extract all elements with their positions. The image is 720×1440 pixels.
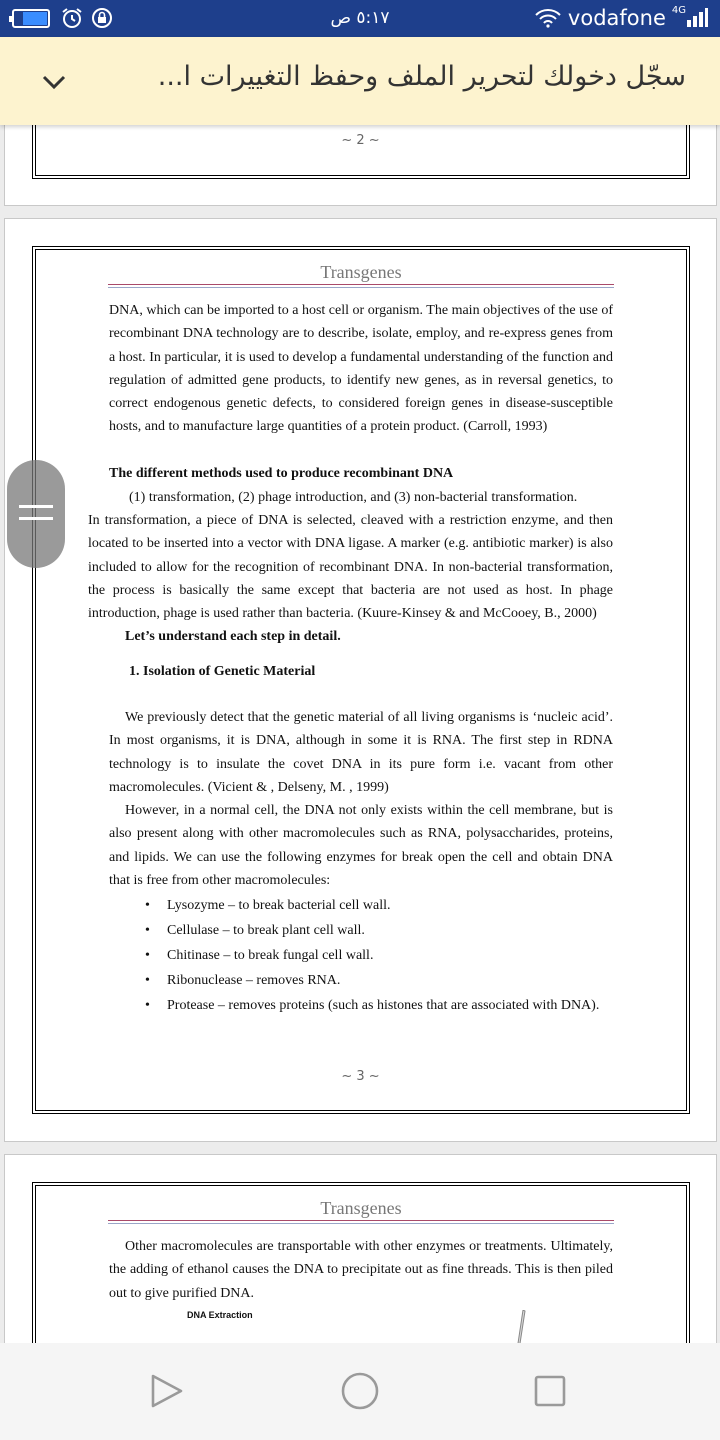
paragraph: (1) transformation, (2) phage introduction, and (3) non-bacterial transformation. xyxy=(129,490,578,505)
paragraph: We previously detect that the genetic material of all living organisms is ‘nucleic acid’. In most organisms, it is DNA, although in some it is RNA. The first step in RDNA technology is to insulate the covet DNA in its pure form i.e. vacant from other macromolecules. (Vicient & , Delseny, M. , 1999) xyxy=(109,710,613,795)
section-heading: The different methods used to produce recombinant DNA xyxy=(109,466,454,481)
recents-icon[interactable] xyxy=(530,1371,570,1411)
list-item: • Chitinase – to break fungal cell wall. xyxy=(145,943,599,968)
banner-text[interactable]: سجّل دخولك لتحرير الملف وحفظ التغييرات ا... xyxy=(157,61,686,92)
title-rule xyxy=(108,284,614,288)
network-type: 4G xyxy=(671,4,686,16)
home-icon[interactable] xyxy=(340,1371,380,1411)
page-number: ~ 2 ~ xyxy=(341,133,380,148)
list-item: • Lysozyme – to break bacterial cell wall. xyxy=(145,893,599,918)
list-item: • Ribonuclease – removes RNA. xyxy=(145,968,599,993)
signal-icon xyxy=(686,8,708,28)
clock: ٥:١٧ ص xyxy=(330,8,390,28)
section-heading: Let’s understand each step in detail. xyxy=(125,629,341,644)
list-item: • Protease – removes proteins (such as histones that are associated with DNA). xyxy=(145,993,599,1018)
navigation-bar xyxy=(0,1343,720,1440)
enzyme-list xyxy=(145,893,599,1018)
page-number: ~ 3 ~ xyxy=(341,1069,380,1084)
back-icon[interactable] xyxy=(146,1371,186,1411)
running-title: Transgenes xyxy=(320,262,402,282)
section-heading: 1. Isolation of Genetic Material xyxy=(129,664,316,679)
document-page-4 xyxy=(4,1154,717,1354)
figure-label: DNA Extraction xyxy=(187,1310,253,1320)
sign-in-banner[interactable] xyxy=(0,37,720,125)
paragraph: However, in a normal cell, the DNA not only exists within the cell membrane, but is also present along with other macromolecules such as RNA, polysaccharides, proteins, and lipids. We can use the following enzymes for break open the cell and obtain DNA that is free from other macromolecules: xyxy=(109,803,613,888)
scroll-handle-icon[interactable] xyxy=(7,460,65,568)
carrier-name: vodafone xyxy=(567,6,666,30)
title-rule xyxy=(108,1220,614,1224)
paragraph: DNA, which can be imported to a host cell or organism. The main objectives of the use of recombinant DNA technology are to describe, isolate, employ, and re-express genes from a host. In particular, it is used to develop a fundamental understanding of the function and regulation of admitted gene products, to identify new genes, as in reversal genetics, to correct endogenous genetic defects, to considered foreign genes in disease-susceptible hosts, and to manufacture large quantities of a protein product. (Carroll, 1993) xyxy=(109,303,613,435)
paragraph: In transformation, a piece of DNA is selected, cleaved with a restriction enzyme, and then located to be inserted into a vector with DNA ligase. A marker (e.g. antibiotic marker) is also included to allow for the recognition of recombinant DNA. In non-bacterial transformation, the process is basically the same except that bacteria are not used as host. In phage introduction, phage is used rather than bacteria. (Kuure-Kinsey & and McCooey, B., 2000) xyxy=(88,513,613,622)
carrier xyxy=(534,6,708,30)
running-title: Transgenes xyxy=(320,1198,402,1218)
status-bar xyxy=(0,0,720,37)
list-item: • Cellulase – to break plant cell wall. xyxy=(145,918,599,943)
wifi-icon xyxy=(534,7,562,29)
paragraph: Other macromolecules are transportable with other enzymes or treatments. Ultimately, the adding of ethanol causes the DNA to precipitate out as fine threads. This is then piled out to give purified DNA. xyxy=(109,1239,613,1301)
chevron-down-icon[interactable] xyxy=(36,64,72,100)
document-page-3 xyxy=(4,218,717,1142)
